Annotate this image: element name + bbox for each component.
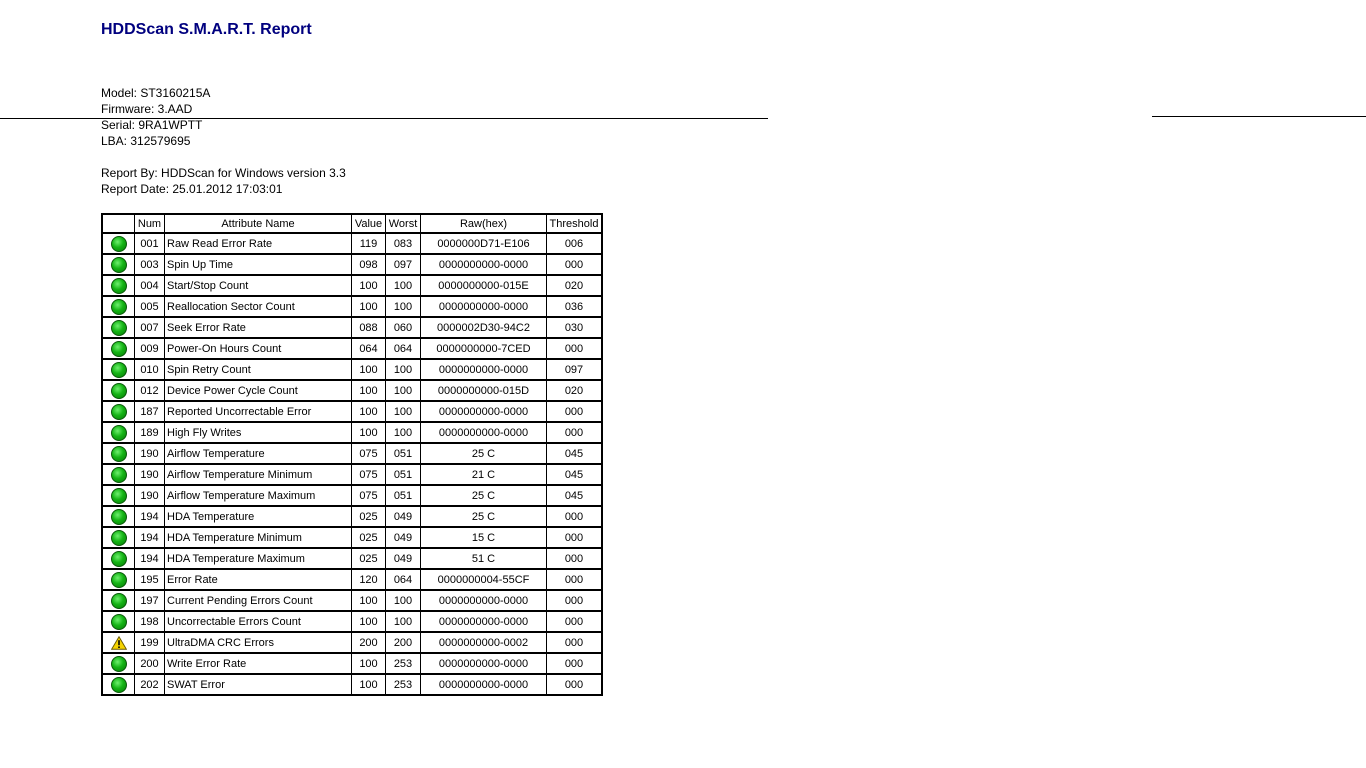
status-cell xyxy=(102,632,135,653)
table-row xyxy=(102,674,602,695)
ok-icon xyxy=(111,299,127,315)
attribute-raw: 0000002D30-94C2 xyxy=(421,317,547,338)
attribute-worst: 049 xyxy=(386,548,421,569)
attribute-name: Device Power Cycle Count xyxy=(165,380,352,401)
table-row xyxy=(102,359,602,380)
attribute-threshold: 045 xyxy=(547,464,603,485)
attribute-threshold: 000 xyxy=(547,590,603,611)
attribute-name: Airflow Temperature Minimum xyxy=(165,464,352,485)
attribute-worst: 100 xyxy=(386,401,421,422)
ok-icon xyxy=(111,257,127,273)
attribute-worst: 051 xyxy=(386,485,421,506)
attribute-raw: 0000000000-0000 xyxy=(421,254,547,275)
table-row xyxy=(102,632,602,653)
header-attribute-name: Attribute Name xyxy=(165,214,352,233)
attribute-name: Spin Retry Count xyxy=(165,359,352,380)
attribute-value: 100 xyxy=(352,359,386,380)
status-cell xyxy=(102,653,135,674)
attribute-num: 187 xyxy=(135,401,165,422)
attribute-worst: 100 xyxy=(386,590,421,611)
status-cell xyxy=(102,527,135,548)
attribute-value: 100 xyxy=(352,296,386,317)
attribute-value: 075 xyxy=(352,443,386,464)
table-row xyxy=(102,527,602,548)
report-meta xyxy=(101,165,346,197)
attribute-threshold: 000 xyxy=(547,506,603,527)
attribute-num: 194 xyxy=(135,506,165,527)
table-row xyxy=(102,338,602,359)
table-row xyxy=(102,548,602,569)
status-cell xyxy=(102,506,135,527)
attribute-value: 100 xyxy=(352,590,386,611)
attribute-name: HDA Temperature Minimum xyxy=(165,527,352,548)
attribute-threshold: 000 xyxy=(547,401,603,422)
attribute-worst: 100 xyxy=(386,611,421,632)
attribute-value: 100 xyxy=(352,653,386,674)
table-row xyxy=(102,506,602,527)
attribute-name: Error Rate xyxy=(165,569,352,590)
attribute-value: 119 xyxy=(352,233,386,254)
attribute-threshold: 000 xyxy=(547,548,603,569)
attribute-num: 001 xyxy=(135,233,165,254)
attribute-num: 004 xyxy=(135,275,165,296)
table-row xyxy=(102,653,602,674)
table-row xyxy=(102,569,602,590)
attribute-value: 075 xyxy=(352,464,386,485)
status-cell xyxy=(102,254,135,275)
status-cell xyxy=(102,464,135,485)
attribute-num: 003 xyxy=(135,254,165,275)
ok-icon xyxy=(111,404,127,420)
attribute-worst: 083 xyxy=(386,233,421,254)
attribute-worst: 049 xyxy=(386,506,421,527)
ok-icon xyxy=(111,467,127,483)
attribute-worst: 100 xyxy=(386,422,421,443)
attribute-num: 198 xyxy=(135,611,165,632)
attribute-threshold: 097 xyxy=(547,359,603,380)
ok-icon xyxy=(111,383,127,399)
attribute-name: Spin Up Time xyxy=(165,254,352,275)
attribute-worst: 100 xyxy=(386,380,421,401)
ok-icon xyxy=(111,656,127,672)
attribute-value: 025 xyxy=(352,527,386,548)
table-row xyxy=(102,233,602,254)
report-by-line: Report By: HDDScan for Windows version 3.3 xyxy=(101,166,346,180)
attribute-num: 010 xyxy=(135,359,165,380)
status-cell xyxy=(102,401,135,422)
attribute-raw: 0000000000-7CED xyxy=(421,338,547,359)
status-cell xyxy=(102,443,135,464)
attribute-raw: 0000000000-0000 xyxy=(421,422,547,443)
report-title: HDDScan S.M.A.R.T. Report xyxy=(101,21,312,38)
attribute-raw: 21 C xyxy=(421,464,547,485)
attribute-num: 202 xyxy=(135,674,165,695)
attribute-threshold: 000 xyxy=(547,674,603,695)
ok-icon xyxy=(111,530,127,546)
status-cell xyxy=(102,233,135,254)
ok-icon xyxy=(111,236,127,252)
table-row xyxy=(102,590,602,611)
drive-info xyxy=(101,85,210,149)
attribute-threshold: 000 xyxy=(547,527,603,548)
status-cell xyxy=(102,296,135,317)
attribute-name: UltraDMA CRC Errors xyxy=(165,632,352,653)
serial-line: Serial: 9RA1WPTT xyxy=(101,118,203,132)
table-row xyxy=(102,611,602,632)
warning-icon xyxy=(111,636,127,650)
status-cell xyxy=(102,569,135,590)
attribute-raw: 0000000000-0000 xyxy=(421,653,547,674)
ok-icon xyxy=(111,362,127,378)
attribute-name: Raw Read Error Rate xyxy=(165,233,352,254)
smart-attributes-table xyxy=(101,213,603,696)
status-cell xyxy=(102,548,135,569)
table-row xyxy=(102,296,602,317)
attribute-raw: 0000000000-0000 xyxy=(421,359,547,380)
header-raw: Raw(hex) xyxy=(421,214,547,233)
attribute-name: HDA Temperature xyxy=(165,506,352,527)
ok-icon xyxy=(111,446,127,462)
header-threshold: Threshold xyxy=(547,214,603,233)
attribute-num: 195 xyxy=(135,569,165,590)
attribute-num: 197 xyxy=(135,590,165,611)
horizontal-rule-right xyxy=(1152,116,1366,117)
attribute-name: Reported Uncorrectable Error xyxy=(165,401,352,422)
ok-icon xyxy=(111,341,127,357)
attribute-num: 012 xyxy=(135,380,165,401)
attribute-threshold: 000 xyxy=(547,632,603,653)
attribute-worst: 253 xyxy=(386,653,421,674)
attribute-threshold: 006 xyxy=(547,233,603,254)
attribute-threshold: 045 xyxy=(547,443,603,464)
attribute-raw: 0000000000-0000 xyxy=(421,401,547,422)
ok-icon xyxy=(111,425,127,441)
ok-icon xyxy=(111,677,127,693)
attribute-threshold: 000 xyxy=(547,569,603,590)
table-row xyxy=(102,380,602,401)
attribute-raw: 0000000004-55CF xyxy=(421,569,547,590)
table-row xyxy=(102,401,602,422)
firmware-line: Firmware: 3.AAD xyxy=(101,102,193,116)
attribute-num: 007 xyxy=(135,317,165,338)
attribute-worst: 097 xyxy=(386,254,421,275)
attribute-raw: 0000000000-0000 xyxy=(421,611,547,632)
attribute-raw: 0000000000-0000 xyxy=(421,590,547,611)
attribute-name: Airflow Temperature Maximum xyxy=(165,485,352,506)
attribute-worst: 060 xyxy=(386,317,421,338)
ok-icon xyxy=(111,593,127,609)
attribute-name: Start/Stop Count xyxy=(165,275,352,296)
attribute-value: 025 xyxy=(352,548,386,569)
attribute-name: Write Error Rate xyxy=(165,653,352,674)
table-header-row xyxy=(102,214,602,233)
attribute-num: 190 xyxy=(135,464,165,485)
attribute-num: 009 xyxy=(135,338,165,359)
table-row xyxy=(102,317,602,338)
table-row xyxy=(102,485,602,506)
attribute-worst: 051 xyxy=(386,443,421,464)
attribute-threshold: 000 xyxy=(547,254,603,275)
attribute-name: Reallocation Sector Count xyxy=(165,296,352,317)
attribute-threshold: 030 xyxy=(547,317,603,338)
attribute-num: 190 xyxy=(135,485,165,506)
attribute-raw: 0000000000-015D xyxy=(421,380,547,401)
status-cell xyxy=(102,380,135,401)
table-row xyxy=(102,254,602,275)
status-cell xyxy=(102,485,135,506)
attribute-worst: 051 xyxy=(386,464,421,485)
status-cell xyxy=(102,611,135,632)
attribute-num: 200 xyxy=(135,653,165,674)
status-cell xyxy=(102,338,135,359)
attribute-value: 100 xyxy=(352,275,386,296)
header-status xyxy=(102,214,135,233)
attribute-num: 194 xyxy=(135,548,165,569)
attribute-name: Power-On Hours Count xyxy=(165,338,352,359)
ok-icon xyxy=(111,551,127,567)
attribute-value: 100 xyxy=(352,422,386,443)
attribute-raw: 0000000000-0000 xyxy=(421,674,547,695)
attribute-raw: 0000000000-0002 xyxy=(421,632,547,653)
model-line: Model: ST3160215A xyxy=(101,86,211,100)
attribute-raw: 25 C xyxy=(421,443,547,464)
attribute-num: 189 xyxy=(135,422,165,443)
ok-icon xyxy=(111,614,127,630)
attribute-raw: 15 C xyxy=(421,527,547,548)
attribute-threshold: 020 xyxy=(547,275,603,296)
attribute-raw: 51 C xyxy=(421,548,547,569)
attribute-worst: 064 xyxy=(386,338,421,359)
status-cell xyxy=(102,590,135,611)
attribute-num: 190 xyxy=(135,443,165,464)
attribute-name: Seek Error Rate xyxy=(165,317,352,338)
attribute-value: 100 xyxy=(352,380,386,401)
attribute-raw: 0000000000-0000 xyxy=(421,296,547,317)
attribute-worst: 200 xyxy=(386,632,421,653)
table-body xyxy=(102,233,602,695)
status-cell xyxy=(102,317,135,338)
ok-icon xyxy=(111,488,127,504)
attribute-value: 100 xyxy=(352,611,386,632)
attribute-worst: 100 xyxy=(386,275,421,296)
attribute-name: Current Pending Errors Count xyxy=(165,590,352,611)
attribute-threshold: 000 xyxy=(547,422,603,443)
report-date-line: Report Date: 25.01.2012 17:03:01 xyxy=(101,182,283,196)
attribute-name: SWAT Error xyxy=(165,674,352,695)
attribute-raw: 0000000D71-E106 xyxy=(421,233,547,254)
attribute-name: Uncorrectable Errors Count xyxy=(165,611,352,632)
table-row xyxy=(102,275,602,296)
attribute-raw: 25 C xyxy=(421,506,547,527)
attribute-threshold: 036 xyxy=(547,296,603,317)
attribute-value: 100 xyxy=(352,674,386,695)
header-num: Num xyxy=(135,214,165,233)
status-cell xyxy=(102,422,135,443)
attribute-value: 120 xyxy=(352,569,386,590)
ok-icon xyxy=(111,278,127,294)
table-row xyxy=(102,443,602,464)
attribute-num: 199 xyxy=(135,632,165,653)
attribute-threshold: 000 xyxy=(547,653,603,674)
status-cell xyxy=(102,674,135,695)
attribute-raw: 0000000000-015E xyxy=(421,275,547,296)
ok-icon xyxy=(111,509,127,525)
attribute-worst: 064 xyxy=(386,569,421,590)
table-row xyxy=(102,422,602,443)
status-cell xyxy=(102,275,135,296)
attribute-worst: 100 xyxy=(386,296,421,317)
attribute-value: 064 xyxy=(352,338,386,359)
header-worst: Worst xyxy=(386,214,421,233)
attribute-value: 075 xyxy=(352,485,386,506)
attribute-worst: 253 xyxy=(386,674,421,695)
attribute-value: 098 xyxy=(352,254,386,275)
attribute-threshold: 000 xyxy=(547,338,603,359)
table-row xyxy=(102,464,602,485)
attribute-value: 100 xyxy=(352,401,386,422)
attribute-num: 194 xyxy=(135,527,165,548)
attribute-name: Airflow Temperature xyxy=(165,443,352,464)
attribute-threshold: 045 xyxy=(547,485,603,506)
attribute-num: 005 xyxy=(135,296,165,317)
ok-icon xyxy=(111,320,127,336)
attribute-value: 025 xyxy=(352,506,386,527)
attribute-value: 088 xyxy=(352,317,386,338)
attribute-threshold: 020 xyxy=(547,380,603,401)
lba-line: LBA: 312579695 xyxy=(101,134,191,148)
ok-icon xyxy=(111,572,127,588)
attribute-name: High Fly Writes xyxy=(165,422,352,443)
attribute-threshold: 000 xyxy=(547,611,603,632)
header-value: Value xyxy=(352,214,386,233)
attribute-name: HDA Temperature Maximum xyxy=(165,548,352,569)
attribute-worst: 049 xyxy=(386,527,421,548)
attribute-worst: 100 xyxy=(386,359,421,380)
attribute-value: 200 xyxy=(352,632,386,653)
attribute-raw: 25 C xyxy=(421,485,547,506)
status-cell xyxy=(102,359,135,380)
